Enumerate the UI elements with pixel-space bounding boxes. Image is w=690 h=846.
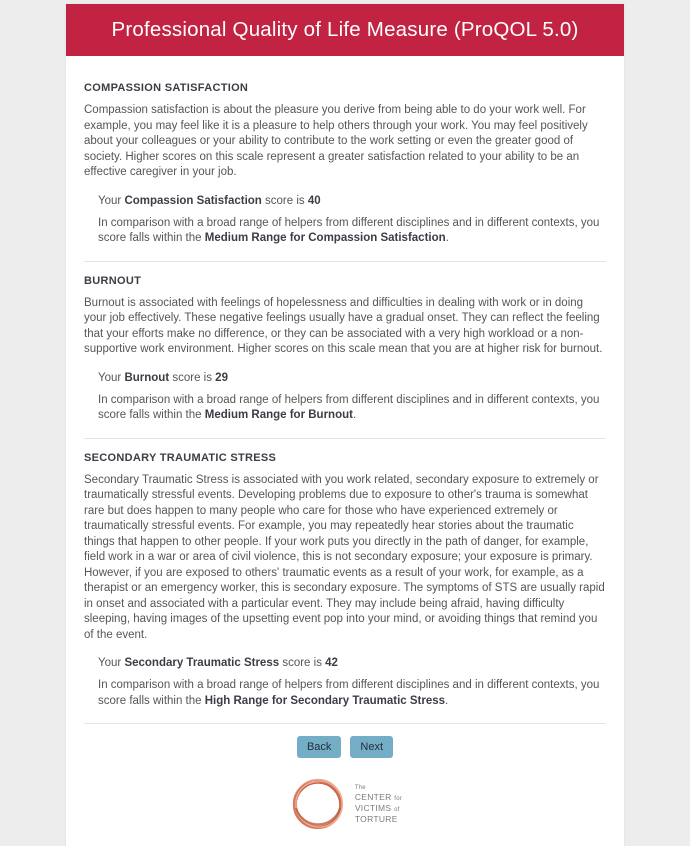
section-description: Secondary Traumatic Stress is associated with you work related, secondary exposure to extremely or traumatically stressful events. Developing problems due to exposure to other's trauma is somewhat rare but does happen to many people who care for those who have experienced extremely or traumatically stressful events. For example, you may repeatedly hear stories about the traumatic things that happen to other people. If your work puts you directly in the path of danger, for example, field work in a war or area of civil violence, this is not secondary exposure; your exposure is primary. However, if you are exposed to others' traumatic events as a result of your work, for example, as a therapist or an emergency worker, this is secondary exposure. The symptoms of STS are usually rapid in onset and associated with a particular event. They may include being afraid, having difficulty sleeping, having images of the upsetting event pop into your mind, or avoiding things that remind you of the event. bbox=[84, 473, 605, 641]
score-scale-name: Compassion Satisfaction bbox=[124, 194, 262, 207]
comparison-line bbox=[98, 678, 606, 709]
logo-word-the: The bbox=[354, 784, 366, 791]
score-line bbox=[98, 195, 606, 207]
section-divider bbox=[84, 261, 606, 262]
cvt-logo-text bbox=[355, 785, 402, 824]
results-card bbox=[66, 4, 624, 846]
section-heading: COMPASSION SATISFACTION bbox=[84, 82, 249, 94]
score-middle: score is bbox=[279, 657, 326, 670]
score-prefix: Your bbox=[98, 371, 125, 384]
comparison-range: Medium Range for Compassion Satisfaction bbox=[204, 232, 446, 245]
logo-line-center bbox=[355, 792, 402, 803]
comparison-text: In comparison with a broad range of helpers from different disciplines and in different contexts, you score falls within the bbox=[98, 679, 600, 707]
score-value: 29 bbox=[215, 371, 228, 384]
score-prefix: Your bbox=[98, 194, 125, 207]
next-button[interactable]: Next bbox=[350, 736, 393, 758]
cvt-logo bbox=[84, 774, 606, 834]
logo-line-torture: TORTURE bbox=[354, 814, 398, 825]
comparison-line bbox=[98, 393, 606, 424]
score-block bbox=[98, 195, 606, 247]
comparison-line bbox=[98, 216, 606, 247]
comparison-text: In comparison with a broad range of helpers from different disciplines and in different contexts, you score falls within the bbox=[98, 393, 600, 422]
score-line bbox=[98, 657, 606, 669]
results-content bbox=[66, 56, 624, 846]
section-divider bbox=[84, 438, 606, 439]
section-description: Burnout is associated with feelings of hopelessness and difficulties in dealing with work or in doing your job effectively. These negative feelings usually have a gradual onset. They can reflect the feeling that your efforts make no difference, or they can be associated with a very high workload or a non-supportive work environment. Higher scores on this scale mean that you are at higher risk for burnout. bbox=[84, 296, 603, 356]
logo-word-for: for bbox=[394, 795, 403, 802]
comparison-text: In comparison with a broad range of helpers from different disciplines and in different contexts, you score falls within the bbox=[98, 216, 600, 245]
comparison-suffix: . bbox=[445, 694, 449, 707]
logo-word-center: CENTER bbox=[354, 791, 392, 802]
section-compassion-satisfaction bbox=[84, 82, 606, 247]
section-burnout bbox=[84, 275, 606, 424]
section-heading: SECONDARY TRAUMATIC STRESS bbox=[84, 451, 277, 464]
score-value: 40 bbox=[307, 194, 321, 207]
logo-word-victims: VICTIMS bbox=[354, 802, 392, 813]
navigation-buttons bbox=[84, 736, 606, 758]
score-prefix: Your bbox=[98, 657, 125, 670]
page-header bbox=[66, 4, 624, 56]
score-block bbox=[98, 372, 606, 424]
section-description: Compassion satisfaction is about the pleasure you derive from being able to do your work well. For example, you may feel like it is a pleasure to help others through your work. You may feel positively about your colleagues or your ability to contribute to the work setting or even the greater good of society. Higher scores on this scale represent a greater satisfaction related to your ability to be an effective caregiver in your job. bbox=[84, 104, 588, 179]
section-divider bbox=[84, 723, 606, 724]
score-value: 42 bbox=[325, 657, 338, 670]
score-scale-name: Secondary Traumatic Stress bbox=[124, 657, 280, 670]
score-line bbox=[98, 372, 606, 384]
score-middle: score is bbox=[169, 371, 216, 384]
comparison-suffix: . bbox=[445, 232, 449, 245]
section-secondary-traumatic-stress bbox=[84, 452, 606, 710]
score-block bbox=[98, 657, 606, 709]
score-scale-name: Burnout bbox=[124, 371, 170, 384]
logo-line-victims bbox=[355, 803, 402, 814]
logo-word-of: of bbox=[394, 806, 400, 813]
score-middle: score is bbox=[261, 194, 308, 207]
back-button[interactable]: Back bbox=[297, 736, 341, 758]
comparison-range: High Range for Secondary Traumatic Stress bbox=[204, 694, 446, 707]
section-heading: BURNOUT bbox=[84, 274, 142, 287]
page-title: Professional Quality of Life Measure (ProQOL 5.0) bbox=[111, 18, 579, 41]
comparison-range: Medium Range for Burnout bbox=[204, 409, 353, 422]
copper-ring-icon bbox=[288, 774, 348, 834]
comparison-suffix: . bbox=[352, 409, 357, 422]
